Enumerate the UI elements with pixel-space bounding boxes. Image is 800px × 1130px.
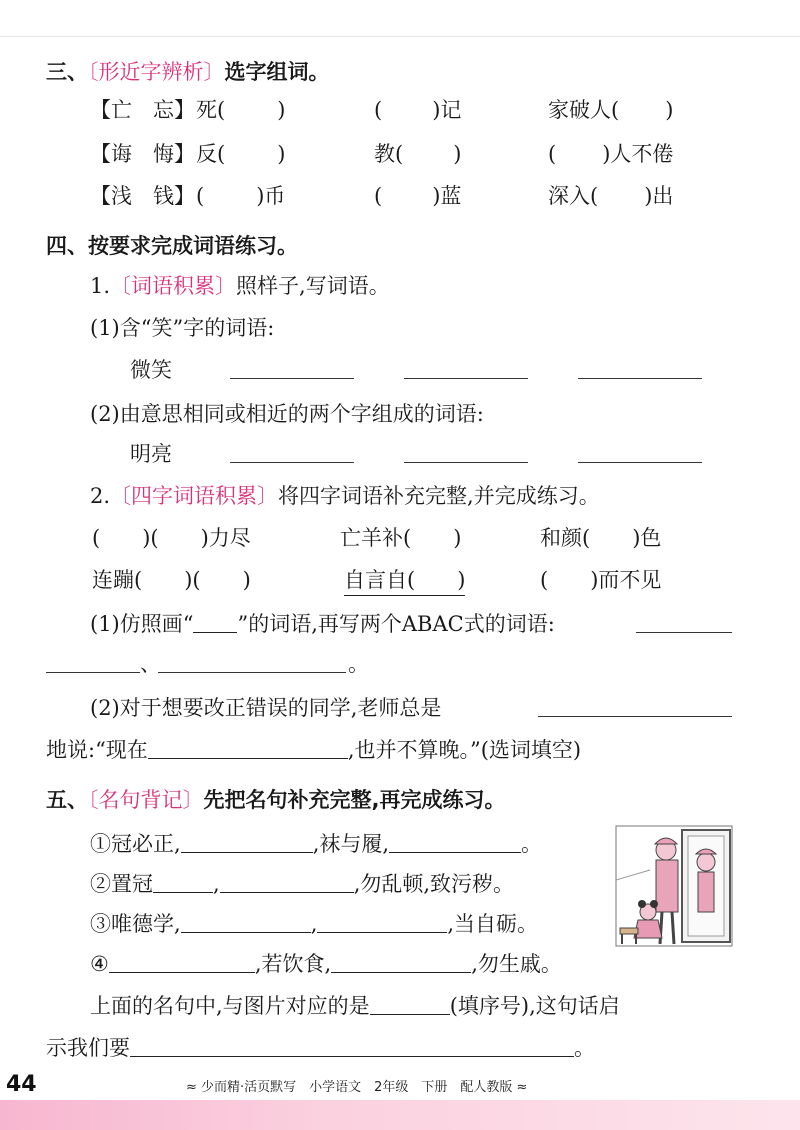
q2b-blank-1[interactable]: [538, 716, 732, 717]
top-rule: [0, 36, 800, 37]
s5-line-2: ②置冠 , ,勿乱顿,致污秽。: [90, 872, 515, 896]
s3-row-3-c: 深入( )出: [548, 184, 674, 208]
s5-line-1: ①冠必正, ,袜与履, 。: [90, 832, 543, 856]
s3-row-1-b: ( )记: [374, 98, 462, 122]
q2a-separator: 、: [140, 652, 161, 676]
s4-idiom-4: 连蹦( )( ): [92, 568, 251, 592]
s4-q1a-prompt: (1)含“笑”字的词语:: [90, 316, 275, 340]
footer-title: ≈ 少而精·活页默写 小学语文 2年级 下册 配人教版 ≈: [186, 1080, 528, 1095]
s4-q1-heading: 1.〔词语积累〕照样子,写词语。: [90, 274, 390, 298]
q1b-blank-1[interactable]: [230, 462, 354, 463]
page-footer: [0, 1072, 800, 1130]
section-5-heading: 五、〔名句背记〕先把名句补充完整,再完成练习。: [46, 788, 506, 812]
s3-row-1-a: 死( ): [196, 98, 286, 122]
stool: [620, 928, 638, 934]
q2a-blank-3[interactable]: [158, 672, 346, 673]
s4-q1b-prompt: (2)由意思相同或相近的两个字组成的词语:: [90, 402, 484, 426]
s3-row-1-c: 家破人( ): [548, 98, 674, 122]
s4-q2a-prompt: (1)仿照画“ ”的词语,再写两个ABAC式的词语:: [90, 612, 555, 636]
q2a-blank-2[interactable]: [46, 672, 140, 673]
q1b-blank-2[interactable]: [404, 462, 528, 463]
s4-q2b-line2: 地说:“现在 ,也并不算晚。”(选词填空): [46, 738, 582, 762]
s5-line-3: ③唯德学, , ,当自砺。: [90, 912, 539, 936]
s3-row-3-a: ( )币: [196, 184, 286, 208]
s3-row-2-key: 【诲 悔】: [90, 142, 195, 166]
s5-line-4: ④ ,若饮食, ,勿生戚。: [90, 952, 562, 976]
page-number: 44: [6, 1072, 37, 1097]
s4-q2-heading: 2.〔四字词语积累〕将四字词语补充完整,并完成练习。: [90, 484, 600, 508]
s3-row-1-key: 【亡 忘】: [90, 98, 195, 122]
s3-row-2-c: ( )人不倦: [548, 142, 674, 166]
s4-idiom-1: ( )( )力尽: [92, 526, 251, 550]
footer-band: [0, 1100, 800, 1130]
s4-idiom-2: 亡羊补( ): [340, 526, 462, 550]
section-4-heading: 四、按要求完成词语练习。: [46, 234, 298, 258]
q2a-end: 。: [348, 652, 369, 676]
s3-row-3-key: 【浅 钱】: [90, 184, 195, 208]
s3-row-3-b: ( )蓝: [374, 184, 462, 208]
s4-idiom-5-underlined: 自言自( ): [344, 564, 465, 596]
q2a-blank-1[interactable]: [636, 632, 732, 633]
s3-row-2-b: 教( ): [374, 142, 462, 166]
s4-idiom-6: ( )而不见: [540, 568, 662, 592]
q1a-blank-2[interactable]: [404, 378, 528, 379]
s5-question-line-2: 示我们要 。: [46, 1036, 595, 1060]
s3-row-2-a: 反( ): [196, 142, 286, 166]
s5-question-line-1: 上面的名句中,与图片对应的是 (填序号),这句话启: [90, 994, 620, 1018]
s4-q1b-example: 明亮: [130, 442, 172, 466]
q1a-blank-1[interactable]: [230, 378, 354, 379]
q1a-blank-3[interactable]: [578, 378, 702, 379]
s4-q1a-example: 微笑: [130, 358, 172, 382]
s4-q2b-prompt: (2)对于想要改正错误的同学,老师总是: [90, 696, 442, 720]
section-3-heading: 三、〔形近字辨析〕选字组词。: [46, 60, 330, 84]
child-mirror-illustration: [612, 820, 734, 956]
s4-idiom-3: 和颜( )色: [540, 526, 662, 550]
q1b-blank-3[interactable]: [578, 462, 702, 463]
